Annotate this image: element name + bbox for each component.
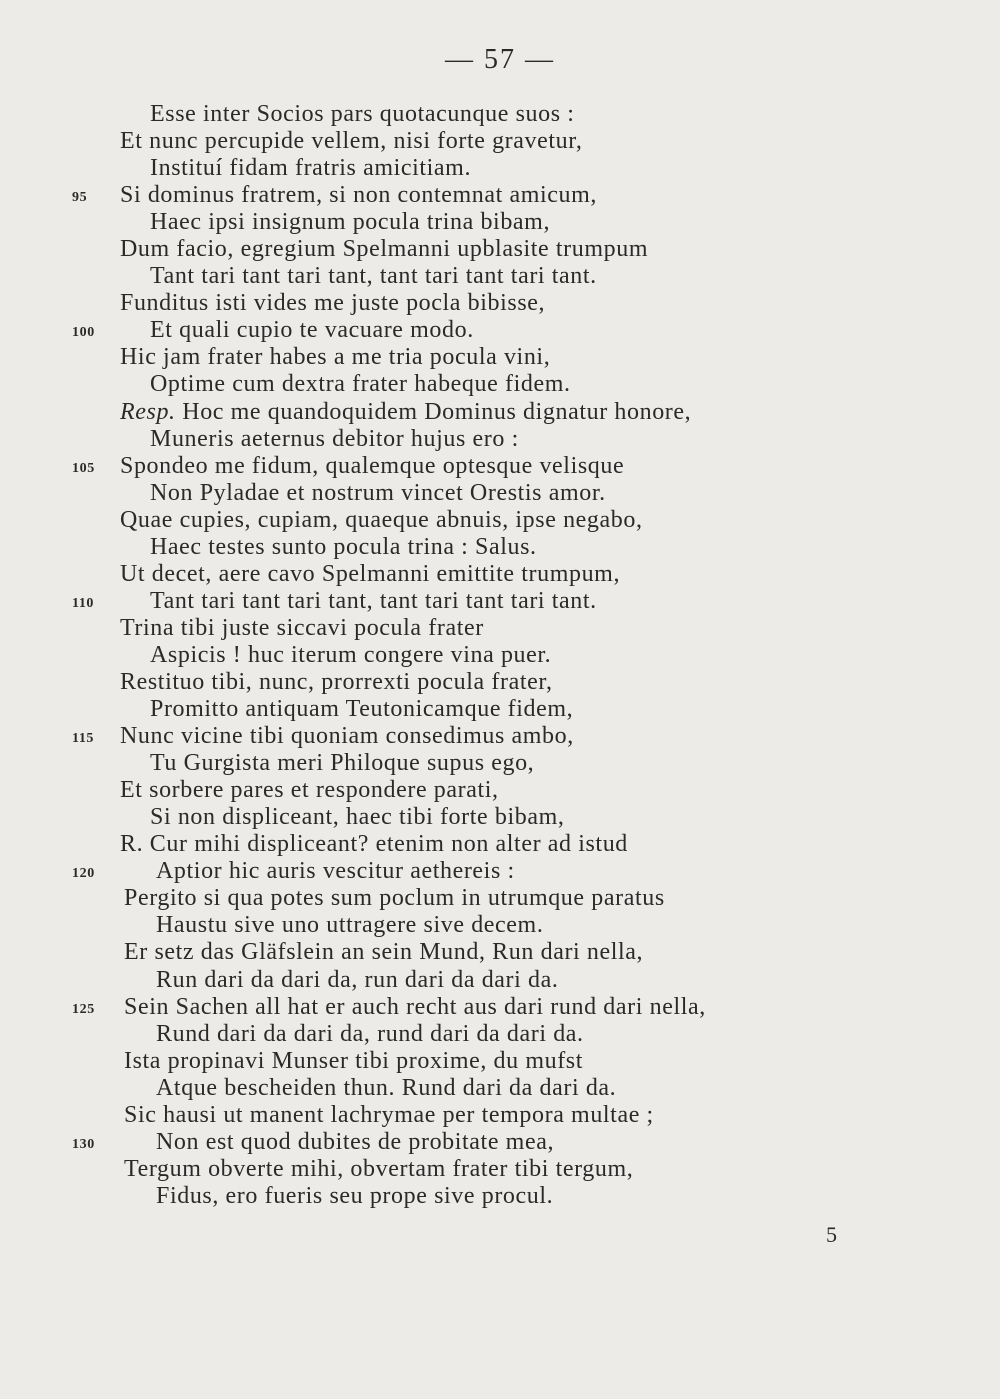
verse-text: Tant tari tant tari tant, tant tari tant tari tant. xyxy=(150,587,597,614)
verse-line xyxy=(0,426,1000,453)
verse-line xyxy=(0,317,1000,344)
line-number: 105 xyxy=(72,460,95,476)
verse-line xyxy=(0,1156,1000,1183)
verse-line xyxy=(0,669,1000,696)
verse-line xyxy=(0,588,1000,615)
verse-text: Run dari da dari da, run dari da dari da. xyxy=(156,966,559,993)
verse-text: R. Cur mihi displiceant? etenim non alter ad istud xyxy=(120,831,628,858)
verse-text: Quae cupies, cupiam, quaeque abnuis, ipse negabo, xyxy=(120,506,643,533)
verse-line xyxy=(0,1183,1000,1210)
verse-line xyxy=(0,831,1000,858)
verse-text: Muneris aeternus debitor hujus ero : xyxy=(150,425,519,452)
verse-line xyxy=(0,912,1000,939)
verse-text: Haec ipsi insignum pocula trina bibam, xyxy=(150,209,551,236)
line-number: 100 xyxy=(72,325,95,341)
verse-line xyxy=(0,858,1000,885)
signature-mark: 5 xyxy=(826,1222,837,1247)
verse-line xyxy=(0,561,1000,588)
verse-text: Tu Gurgista meri Philoque supus ego, xyxy=(150,750,535,777)
verse-line xyxy=(0,209,1000,236)
verse-line xyxy=(0,1102,1000,1129)
verse-line xyxy=(0,642,1000,669)
verse-text: Ista propinavi Munser tibi proxime, du mufst xyxy=(124,1047,584,1074)
verse-line xyxy=(0,723,1000,750)
verse-line xyxy=(0,615,1000,642)
verse-text: Tant tari tant tari tant, tant tari tant tari tant. xyxy=(150,263,597,290)
verse-text: Ut decet, aere cavo Spelmanni emittite trumpum, xyxy=(120,560,621,587)
verse-line xyxy=(0,1021,1000,1048)
verse-text: Spondeo me fidum, qualemque optesque velisque xyxy=(120,452,625,479)
verse-text: Dum facio, egregium Spelmanni upblasite trumpum xyxy=(120,236,649,263)
page-number: — 57 — xyxy=(445,44,555,75)
verse-line xyxy=(0,480,1000,507)
verse-text xyxy=(120,399,691,426)
verse-text: Fidus, ero fueris seu prope sive procul. xyxy=(156,1182,554,1209)
verse-line xyxy=(0,994,1000,1021)
line-number: 95 xyxy=(72,190,88,206)
verse-text: Trina tibi juste siccavi pocula frater xyxy=(120,614,484,641)
verse-line xyxy=(0,155,1000,182)
verse-text: Et quali cupio te vacuare modo. xyxy=(150,317,474,344)
verse-text: Optime cum dextra frater habeque fidem. xyxy=(150,371,571,398)
verse-text: Sic hausi ut manent lachrymae per tempora multae ; xyxy=(124,1101,654,1128)
verse-text: Tergum obverte mihi, obvertam frater tibi tergum, xyxy=(124,1155,634,1182)
verse-line xyxy=(0,263,1000,290)
verse-text: Et sorbere pares et respondere parati, xyxy=(120,777,499,804)
verse-text: Pergito si qua potes sum poclum in utrumque paratus xyxy=(124,885,665,912)
verse-text: Promitto antiquam Teutonicamque fidem, xyxy=(150,696,574,723)
verse-line xyxy=(0,399,1000,426)
verse-text: Si non displiceant, haec tibi forte bibam, xyxy=(150,804,565,831)
verse-line xyxy=(0,101,1000,128)
poem xyxy=(0,101,1000,1210)
verse-line xyxy=(0,290,1000,317)
verse-line xyxy=(0,696,1000,723)
verse-text: Atque bescheiden thun. Rund dari da dari da. xyxy=(156,1074,617,1101)
verse-text: Haustu sive uno uttragere sive decem. xyxy=(156,912,544,939)
verse-text: Si dominus fratrem, si non contemnat amicum, xyxy=(120,182,597,209)
verse-text: Aspicis ! huc iterum congere vina puer. xyxy=(150,641,552,668)
verse-line xyxy=(0,453,1000,480)
verse-text: Er setz das Gläfslein an sein Mund, Run dari nella, xyxy=(124,939,644,966)
verse-line xyxy=(0,236,1000,263)
verse-line xyxy=(0,777,1000,804)
verse-line xyxy=(0,371,1000,398)
verse-line xyxy=(0,534,1000,561)
verse-text: Instituí fidam fratris amicitiam. xyxy=(150,155,472,182)
verse-line xyxy=(0,1048,1000,1075)
verse-line xyxy=(0,939,1000,966)
verse-text: Nunc vicine tibi quoniam consedimus ambo, xyxy=(120,723,574,750)
verse-line xyxy=(0,885,1000,912)
verse-line xyxy=(0,182,1000,209)
verse-text: Hic jam frater habes a me tria pocula vini, xyxy=(120,344,551,371)
verse-line xyxy=(0,750,1000,777)
verse-line xyxy=(0,344,1000,371)
line-number: 125 xyxy=(72,1001,95,1017)
verse-line xyxy=(0,967,1000,994)
line-number: 120 xyxy=(72,866,95,882)
line-number: 115 xyxy=(72,731,95,747)
verse-line xyxy=(0,1075,1000,1102)
line-number: 130 xyxy=(72,1136,95,1152)
verse-text: Et nunc percupide vellem, nisi forte gravetur, xyxy=(120,128,583,155)
verse-text: Sein Sachen all hat er auch recht aus dari rund dari nella, xyxy=(124,993,706,1020)
verse-text: Esse inter Socios pars quotacunque suos : xyxy=(150,101,575,127)
response-label: Resp. xyxy=(120,398,176,425)
verse-line xyxy=(0,507,1000,534)
verse-text: Non est quod dubites de probitate mea, xyxy=(156,1128,555,1155)
verse-text: Funditus isti vides me juste pocla bibisse, xyxy=(120,290,546,317)
verse-text: Haec testes sunto pocula trina : Salus. xyxy=(150,533,537,560)
verse-line xyxy=(0,804,1000,831)
verse-text: Rund dari da dari da, rund dari da dari da. xyxy=(156,1020,584,1047)
verse-text-body: Hoc me quandoquidem Dominus dignatur honore, xyxy=(175,398,692,425)
verse-text: Restituo tibi, nunc, prorrexti pocula frater, xyxy=(120,668,553,695)
verse-text: Non Pyladae et nostrum vincet Orestis amor. xyxy=(150,479,606,506)
verse-text: Aptior hic auris vescitur aethereis : xyxy=(156,858,515,885)
verse-line xyxy=(0,1129,1000,1156)
verse-line xyxy=(0,128,1000,155)
line-number: 110 xyxy=(72,595,95,611)
